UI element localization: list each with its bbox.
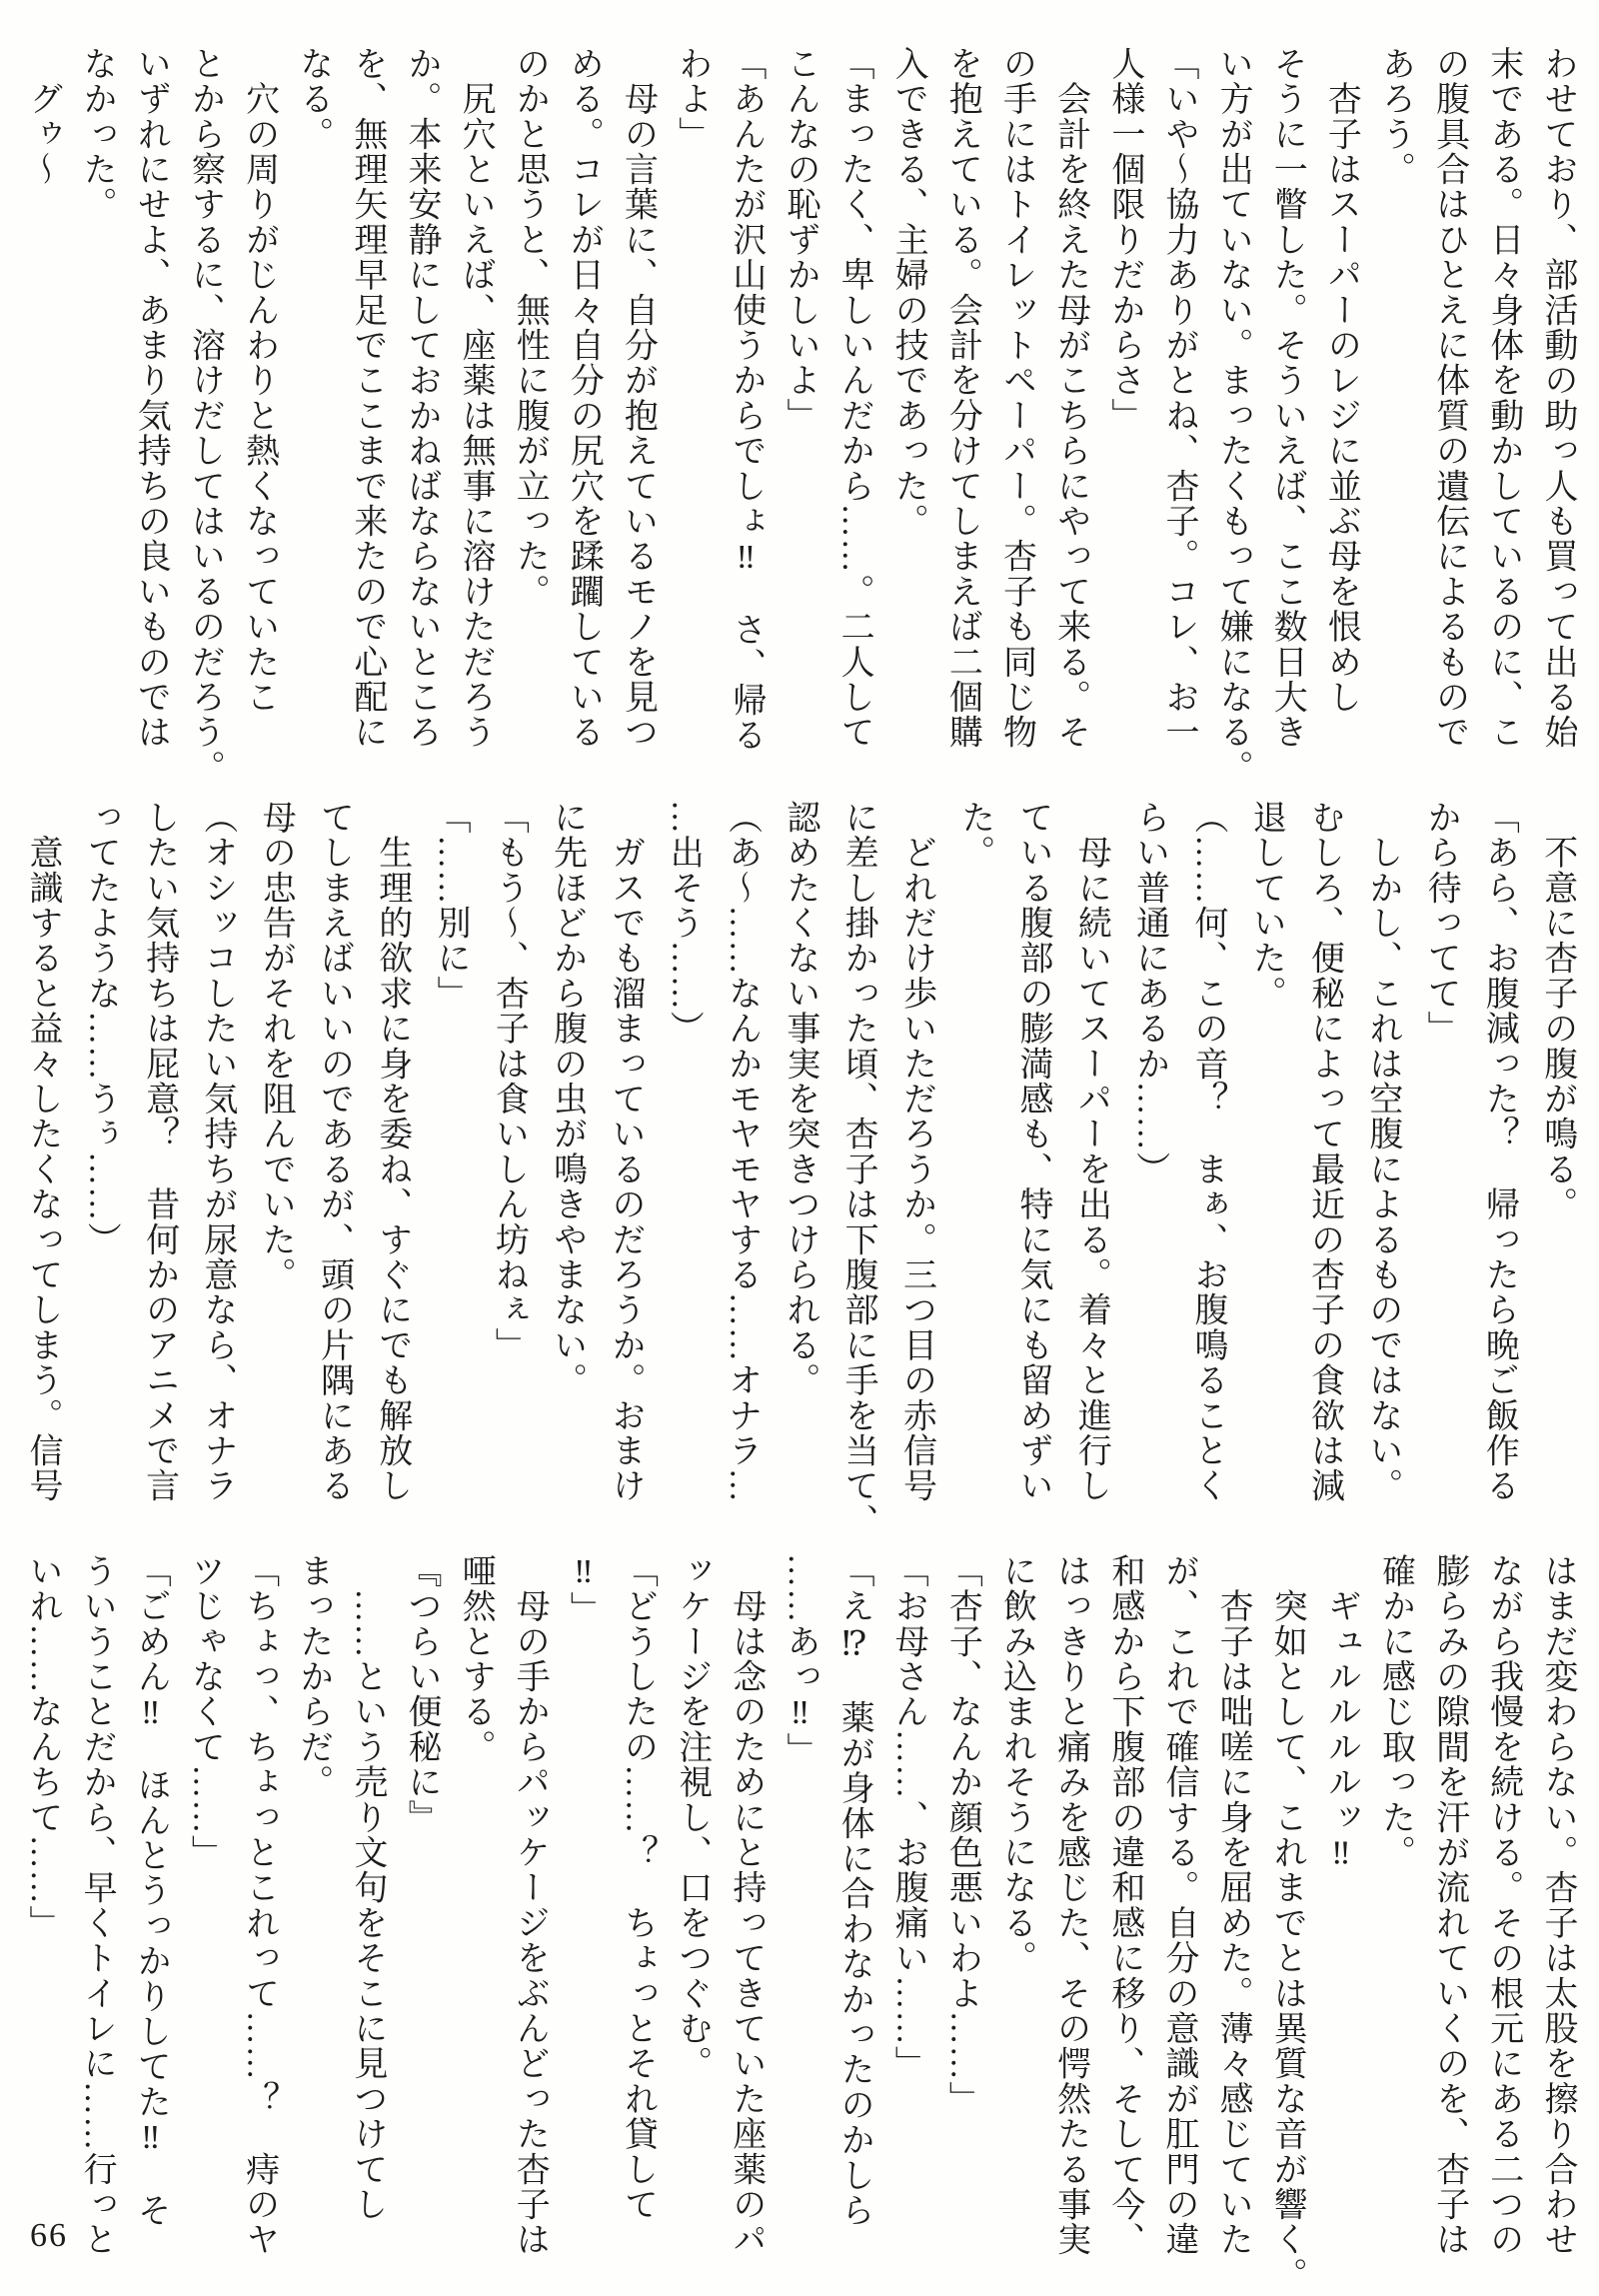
text-column: 母は念のためにと持ってきていた座薬のパ	[727, 1553, 765, 2257]
text-column: あろう。	[1376, 46, 1414, 187]
text-column: ギュルルルルッ‼	[1322, 1553, 1360, 1873]
text-column: 「あんたが沢山使うからでしょ‼ さ、帰る	[727, 46, 765, 753]
page-number-label: 66	[30, 2217, 68, 2254]
text-column: 「え⁉ 薬が身体に合わなかったのかしら	[835, 1553, 873, 2228]
text-column: 「杏子、なんか顔色悪いわよ……」	[943, 1553, 981, 2117]
text-column: 不意に杏子の腹が鳴る。	[1538, 800, 1576, 1222]
text-column: 穴の周りがじんわりと熱くなっていたこ	[240, 46, 278, 715]
text-column: 唖然とする。	[457, 1553, 495, 1765]
text-column: 突如として、これまでとは異質な音が響く。	[1268, 1553, 1306, 2293]
text-column: ガスでも溜まっているのだろうか。おまけ	[606, 800, 644, 1503]
text-column: ながら我慢を続ける。その根元にある二つの	[1484, 1553, 1522, 2257]
text-column: ツじゃなくて……」	[186, 1553, 224, 1870]
text-column: た。	[955, 800, 993, 871]
text-column: ……という売り文句をそこに見つけてし	[348, 1553, 386, 2222]
text-column: なかった。	[78, 46, 116, 222]
text-column: （オシッコしたい気持ちが尿意なら、オナラ	[198, 800, 236, 1503]
text-column: しかし、これは空腹によるものではない。	[1363, 800, 1401, 1503]
text-column: どれだけ歩いただろうか。三つ目の赤信号	[897, 800, 935, 1503]
text-column: いずれにせよ、あまり気持ちの良いものでは	[132, 46, 170, 750]
text-column: を、無理矢理早足でここまで来たので心配に	[348, 46, 386, 750]
text-column: わよ」	[673, 46, 711, 152]
text-column: のかと思うと、無性に腹が立った。	[511, 46, 549, 610]
text-column: てしまえばいいのであるが、頭の片隅にある	[315, 800, 353, 1503]
text-column: 確かに感じ取った。	[1376, 1553, 1414, 1870]
text-column: 「あら、お腹減った？ 帰ったら晩ご飯作る	[1480, 800, 1518, 1503]
text-column: か。本来安静にしておかねばならないところ	[402, 46, 440, 750]
text-column: 「ごめん‼ ほんとうっかりしてた‼ そ	[132, 1553, 170, 2228]
text-column: 会計を終えた母がこちらにやって来る。そ	[1051, 46, 1089, 750]
text-column: ってたような……うぅ……）	[82, 800, 120, 1257]
text-column: まったからだ。	[294, 1553, 332, 1800]
text-column: 和感から下腹部の違和感に移り、そして今、	[1105, 1553, 1143, 2257]
text-column: 生理的欲求に身を委ね、すぐにでも解放し	[373, 800, 411, 1503]
text-column: ている腹部の膨満感も、特に気にも留めずい	[1014, 800, 1052, 1503]
text-column: 認めたくない事実を突きつけられる。	[781, 800, 818, 1398]
text-band-top	[24, 46, 1575, 786]
text-column: 「いや〜協力ありがとね、杏子。コレ、お一	[1159, 46, 1197, 750]
text-column: ういうことだから、早くトイレに……行っと	[78, 1553, 116, 2257]
text-column: の腹具合はひとえに体質の遺伝によるもので	[1430, 46, 1468, 750]
text-column: 人様一個限りだからさ」	[1105, 46, 1143, 434]
text-column: 尻穴といえば、座薬は無事に溶けただろう	[457, 46, 495, 750]
text-band-middle	[24, 800, 1575, 1539]
text-column: 「もう〜、杏子は食いしん坊ねぇ」	[490, 800, 528, 1363]
text-column: 「どうしたの……？ ちょっとそれ貸して	[619, 1553, 657, 2222]
text-column: （……何、この音？ まぁ、お腹鳴ることく	[1188, 800, 1226, 1503]
text-column: 杏子はスーパーのレジに並ぶ母を恨めし	[1322, 46, 1360, 715]
text-column: なる。	[294, 46, 332, 152]
text-column: 「……別に」	[432, 800, 470, 1012]
text-column: が、これで確信する。自分の意識が肛門の違	[1159, 1553, 1197, 2257]
text-column: 「まったく、卑しいんだから……。二人して	[835, 46, 873, 750]
text-column: の手にはトイレットペーパー。杏子も同じ物	[997, 46, 1035, 750]
text-column: こんなの恥ずかしいよ」	[781, 46, 818, 434]
text-column: から待ってて」	[1422, 800, 1460, 1047]
text-column: 「お母さん……、お腹痛い……」	[889, 1553, 927, 2081]
text-column: 意識すると益々したくなってしまう。信号	[24, 800, 61, 1503]
text-column: はまだ変わらない。杏子は太股を擦り合わせ	[1538, 1553, 1576, 2257]
text-column: 膨らみの隙間を汗が流れていくのを、杏子は	[1430, 1553, 1468, 2257]
text-column: 杏子は咄嗟に身を屈めた。薄々感じていた	[1214, 1553, 1252, 2257]
text-column: したい気持ちは屁意？ 昔何かのアニメで言	[140, 800, 178, 1503]
text-column: らい普通にあるか……）	[1130, 800, 1168, 1187]
text-column: に差し掛かった頃、杏子は下腹部に手を当て、	[839, 800, 877, 1539]
text-column: 末である。日々身体を動かしているのに、こ	[1484, 46, 1522, 750]
text-column: 母の言葉に、自分が抱えているモノを見つ	[619, 46, 657, 750]
text-column: そうに一瞥した。そういえば、ここ数日大き	[1268, 46, 1306, 750]
text-column: 「ちょっ、ちょっとこれって……？ 痔のヤ	[240, 1553, 278, 2257]
text-column: い方が出ていない。まったくもって嫌になる。	[1214, 46, 1252, 786]
text-column: （あ〜……なんかモヤモヤする……オナラ…	[723, 800, 761, 1503]
text-column: 母の手からパッケージをぶんどった杏子は	[511, 1553, 549, 2257]
text-column: 『つらい便秘に』	[402, 1553, 440, 1835]
text-column: 入できる、主婦の技であった。	[889, 46, 927, 539]
text-column: ……あっ‼」	[781, 1553, 818, 1768]
text-band-bottom	[24, 1553, 1575, 2293]
text-column: グゥ〜	[24, 46, 61, 187]
text-column: を抱えている。会計を分けてしまえば二個購	[943, 46, 981, 750]
text-column: ‼」	[565, 1553, 603, 1627]
text-column: とから察するに、溶けだしてはいるのだろう。	[186, 46, 224, 786]
text-column: わせており、部活動の助っ人も買って出る始	[1538, 46, 1576, 751]
text-column: 退していた。	[1247, 800, 1285, 1012]
text-column: に先ほどから腹の虫が鳴きやまない。	[548, 800, 586, 1398]
text-column: ッケージを注視し、口をつぐむ。	[673, 1553, 711, 2081]
text-column: に飲み込まれそうになる。	[997, 1553, 1035, 1976]
text-column: …出そう……）	[665, 800, 703, 1047]
text-column: むしろ、便秘によって最近の杏子の食欲は減	[1305, 800, 1343, 1503]
text-column: める。コレが日々自分の尻穴を蹂躙している	[565, 46, 603, 750]
text-column: 母に続いてスーパーを出る。着々と進行し	[1072, 800, 1110, 1503]
text-column: いれ……なんちて……」	[24, 1553, 61, 1941]
text-column: はっきりと痛みを感じた、その愕然たる事実	[1051, 1553, 1089, 2257]
text-column: 母の忠告がそれを阻んでいた。	[257, 800, 295, 1292]
